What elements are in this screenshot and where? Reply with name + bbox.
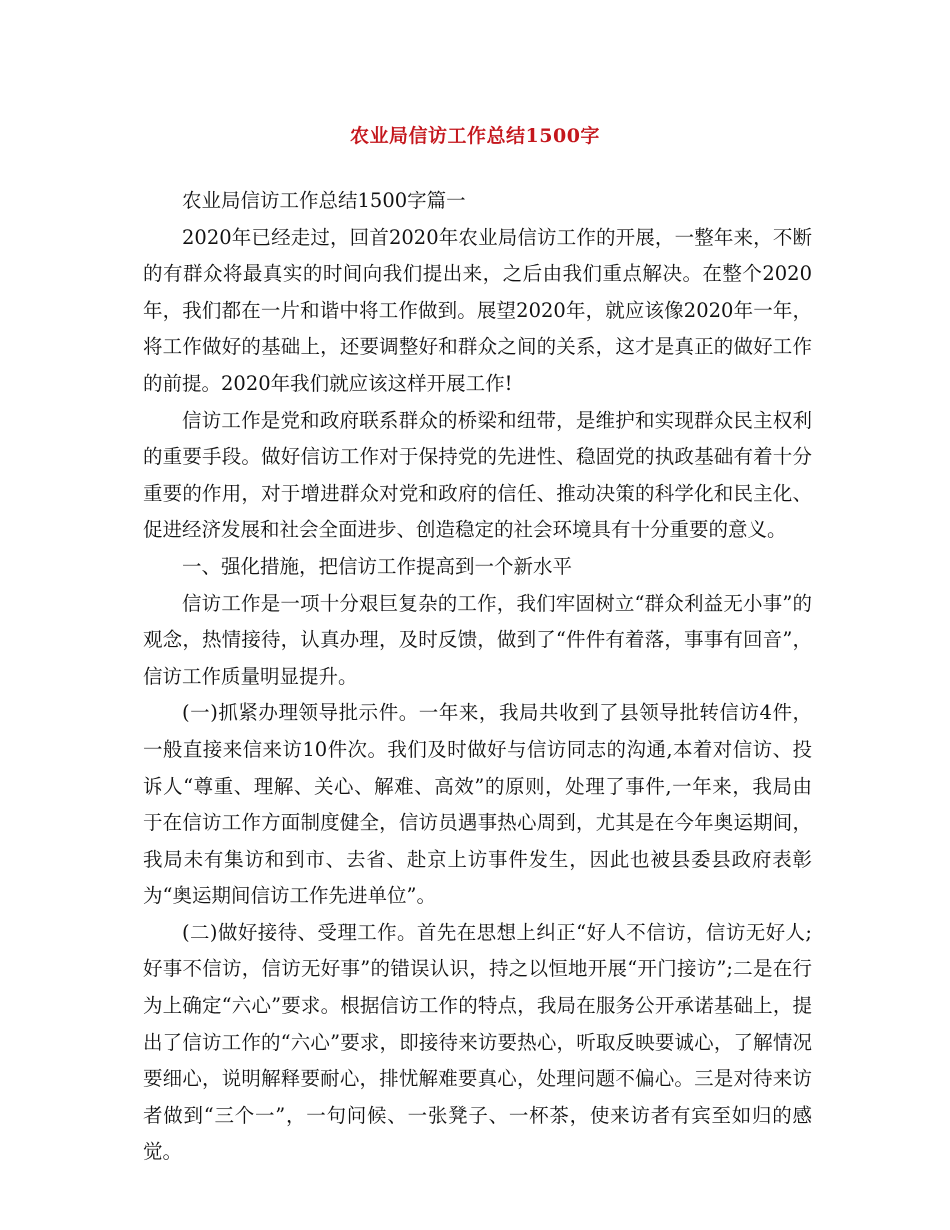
paragraph-item-two: (二)做好接待、受理工作。首先在思想上纠正“好人不信访，信访无好人;好事不信访，信访无好事”的错误认识，持之以恒地开展“开门接访”;二是在行为上确定“六心”要求。根据信访工作的特点，我局在服务公开承诺基础上，提出了信访工作的“六心”要求，即接待来访要热心，听取反映要诚心，了解情况要细心，说明解释要耐心，排忧解难要真心，处理问题不偏心。三是对待来访者做到“三个一”，一句问候、一张凳子、一杯茶，使来访者有宾至如归的感觉。 xyxy=(143,920,812,1164)
paragraph-intro: 2020年已经走过，回首2020年农业局信访工作的开展，一整年来，不断的有群众将最真实的时间向我们提出来，之后由我们重点解决。在整个2020年，我们都在一片和谐中将工作做到。展望2020年，就应该像2020年一年，将工作做好的基础上，还要调整好和群众之间的关系，这才是真正的做好工作的前提。2020年我们就应该这样开展工作! xyxy=(143,225,812,395)
document-body xyxy=(143,183,812,1171)
section-heading-part-one: 农业局信访工作总结1500字篇一 xyxy=(182,189,466,212)
paragraph-work-overview: 信访工作是一项十分艰巨复杂的工作，我们牢固树立“群众利益无小事”的观念，热情接待，认真办理，及时反馈，做到了“件件有着落，事事有回音”，信访工作质量明显提升。 xyxy=(143,591,812,688)
section-heading-one: 一、强化措施，把信访工作提高到一个新水平 xyxy=(182,554,573,578)
paragraph-item-one: (一)抓紧办理领导批示件。一年来，我局共收到了县领导批转信访4件，一般直接来信来访10件次。我们及时做好与信访同志的沟通,本着对信访、投诉人“尊重、理解、关心、解难、高效”的原则，处理了事件,一年来，我局由于在信访工作方面制度健全，信访员遇事热心周到，尤其是在今年奥运期间，我局未有集访和到市、去省、赴京上访事件发生，因此也被县委县政府表彰为“奥运期间信访工作先进单位”。 xyxy=(143,701,812,908)
paragraph-significance: 信访工作是党和政府联系群众的桥梁和纽带，是维护和实现群众民主权利的重要手段。做好信访工作对于保持党的先进性、稳固党的执政基础有着十分重要的作用，对于增进群众对党和政府的信任、推动决策的科学化和民主化、促进经济发展和社会全面进步、创造稳定的社会环境具有十分重要的意义。 xyxy=(143,408,812,542)
document-title: 农业局信访工作总结1500字 xyxy=(350,125,600,147)
